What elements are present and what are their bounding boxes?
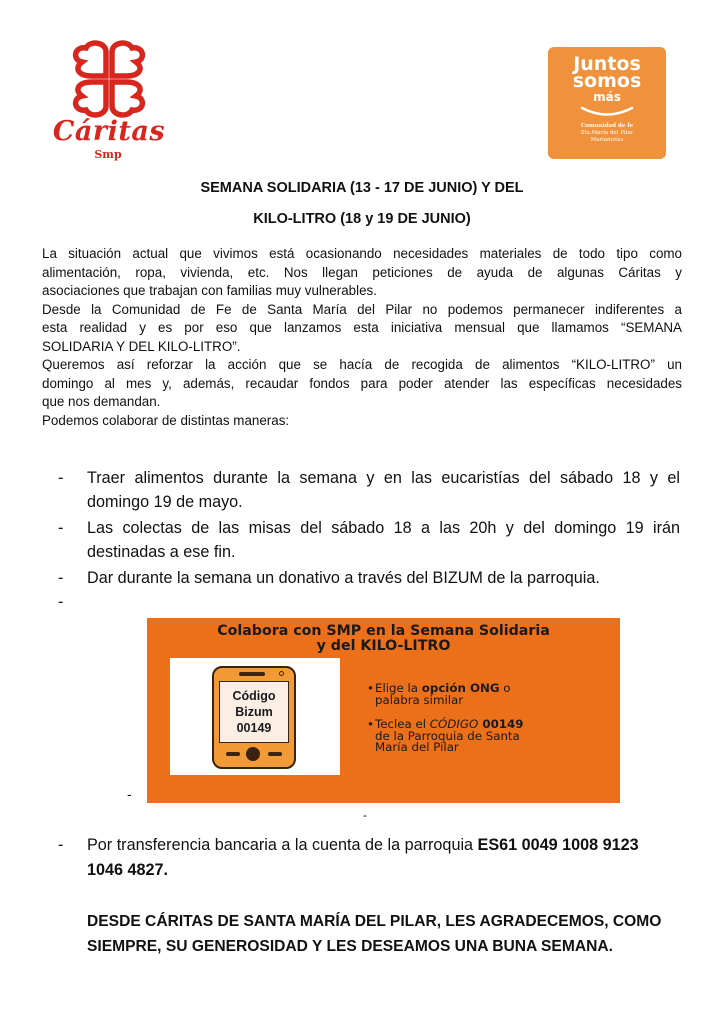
iban-part1: ES61 0049 1008 9123 — [477, 836, 639, 854]
bizum-banner — [147, 618, 620, 803]
caritas-logo — [38, 38, 178, 163]
list-dash: - — [58, 469, 64, 487]
closing-line2: SIEMPRE, SU GENEROSIDAD Y LES DESEAMOS UNA BUNA SEMANA. — [87, 938, 613, 955]
phone-camera — [279, 671, 284, 676]
juntos-sub2: Sta.María del Pilar — [580, 130, 634, 136]
bullet1-line2: palabra similar — [375, 692, 464, 707]
caritas-smp: Smp — [94, 148, 122, 161]
list-dash: - — [58, 569, 64, 587]
intro-p1-line1: La situación actual que vivimos está ocasionando necesidades materiales de todo tipo como — [42, 246, 682, 261]
bullet2-line3: María del Pilar — [375, 740, 459, 754]
bullet1-bold: opción ONG — [421, 681, 500, 695]
phone-button-right — [268, 752, 282, 756]
intro-p1-line2: alimentación, ropa, vivienda, etc. Nos llegan peticiones de ayuda de algunas Cáritas y — [42, 264, 682, 280]
intro-p2-line1: Desde la Comunidad de Fe de Santa María del Pilar no podemos permanecer indiferentes a — [42, 301, 682, 317]
phone-screen — [219, 681, 289, 743]
list-item2-line1: Las colectas de las misas del sábado 18 a las 20h y del domingo 19 irán — [87, 519, 680, 537]
bullet-dot: • — [367, 717, 374, 731]
list-item3: Dar durante la semana un donativo a través del BIZUM de la parroquia. — [87, 569, 600, 587]
closing-line1: DESDE CÁRITAS DE SANTA MARÍA DEL PILAR, LES AGRADECEMOS, COMO — [87, 913, 662, 930]
intro-p4: Podemos colaborar de distintas maneras: — [42, 412, 290, 428]
phone-speaker — [239, 672, 265, 676]
bullet2-italic: CÓDIGO — [429, 717, 479, 731]
stray-dash: - — [363, 808, 367, 822]
banner-heading-line2: y del KILO-LITRO — [316, 638, 451, 654]
iban-part2: 1046 4827. — [87, 861, 169, 879]
phone-button-left — [226, 752, 240, 756]
juntos-sub1: Comunidad de fe — [580, 123, 634, 129]
list-item2-line2: destinadas a ese fin. — [87, 543, 236, 561]
intro-p3-line3: que nos demandan. — [42, 394, 161, 409]
list-item1-line1: Traer alimentos durante la semana y en las eucaristías del sábado 18 y el — [87, 469, 680, 487]
title-line1: SEMANA SOLIDARIA (13 - 17 DE JUNIO) Y DEL — [200, 180, 524, 196]
juntos-sub3: Marianistas — [590, 137, 624, 143]
list-item1-line2: domingo 19 de mayo. — [87, 493, 243, 511]
bullet1-post: o — [499, 681, 511, 695]
intro-p3-line1: Queremos así reforzar la acción que se hacía de recogida de alimentos “KILO-LITRO” un — [42, 357, 682, 372]
intro-p2-line2: esta realidad y es por eso que lanzamos esta iniciativa mensual que llamamos “SEMANA — [42, 320, 682, 335]
phone-panel — [170, 658, 340, 775]
list-dash: - — [58, 519, 64, 537]
list-dash: - — [58, 836, 64, 854]
intro-p2-line3: SOLIDARIA Y DEL KILO-LITRO”. — [42, 338, 241, 354]
list-dash: - — [58, 593, 64, 611]
closing-message — [87, 909, 687, 959]
banner-heading-line1: Colabora con SMP en la Semana Solidaria — [217, 623, 550, 639]
bullet-dot: • — [367, 681, 374, 695]
banner-bullet-1 — [367, 681, 615, 707]
juntos-line1: Juntos — [573, 53, 641, 75]
bank-transfer-text: Por transferencia bancaria a la cuenta de la parroquia — [87, 836, 478, 854]
intro-text — [42, 245, 682, 430]
bullet2-line2: de la Parroquia de Santa — [375, 728, 520, 743]
smile-icon — [548, 105, 666, 119]
intro-p3-line2: domingo al mes y, además, recaudar fondos para poder atender las específicas necesidades — [42, 375, 682, 391]
bullet1-pre: Elige la — [375, 681, 422, 695]
phone-icon — [212, 666, 296, 769]
juntos-somos-mas-logo — [548, 47, 666, 159]
phone-code-label: Código — [232, 689, 276, 703]
intro-p1-line3: asociaciones que trabajan con familias muy vulnerables. — [42, 283, 377, 298]
phone-code-number: 00149 — [236, 721, 272, 735]
juntos-line2: somos — [572, 70, 642, 92]
caritas-wordmark: Cáritas — [52, 116, 166, 147]
phone-bizum-label: Bizum — [235, 705, 273, 719]
bullet2-bold: 00149 — [478, 717, 524, 731]
banner-bullet-2 — [367, 717, 615, 754]
caritas-hearts-icon — [38, 38, 178, 118]
stray-dash: - — [127, 786, 132, 802]
phone-button-home — [246, 747, 260, 761]
bullet2-pre: Teclea el — [375, 717, 430, 731]
juntos-line3: más — [593, 90, 621, 104]
title-line2: KILO-LITRO (18 y 19 DE JUNIO) — [253, 211, 471, 227]
bank-transfer-line1 — [87, 833, 680, 857]
